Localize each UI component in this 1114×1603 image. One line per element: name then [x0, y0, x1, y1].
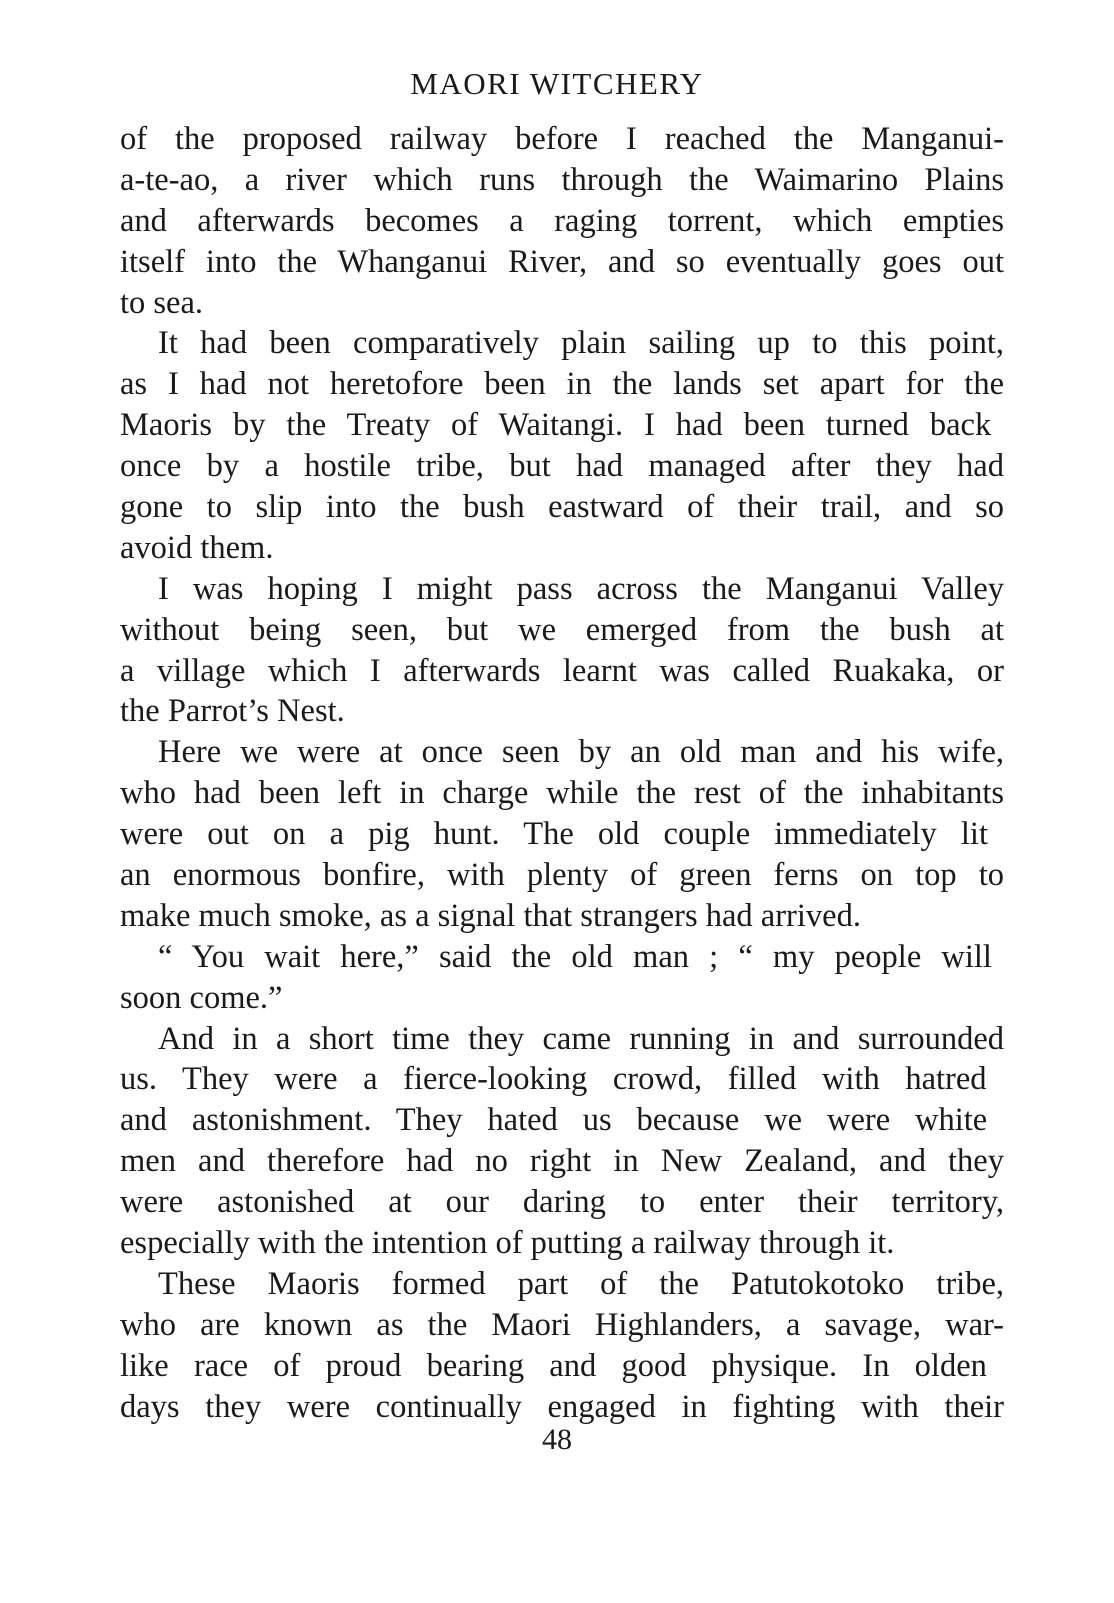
text-line: I was hoping I might pass across the Manganui Valley	[158, 570, 1004, 607]
text-line: without being seen, but we emerged from the bush at	[120, 611, 1004, 648]
text-line: and afterwards becomes a raging torrent, which empties	[120, 202, 1004, 239]
text-line: who are known as the Maori Highlanders, a savage, war-	[120, 1306, 1004, 1343]
text-line: days they were continually engaged in fighting with their	[120, 1388, 1004, 1425]
text-line: “ You wait here,” said the old man ; “ my people will	[158, 938, 992, 975]
text-line: It had been comparatively plain sailing up to this point,	[158, 325, 1004, 362]
text-line: And in a short time they came running in and surrounded	[158, 1020, 1004, 1057]
text-line: like race of proud bearing and good physique. In olden	[120, 1347, 987, 1384]
text-line: an enormous bonfire, with plenty of green ferns on top to	[120, 857, 1004, 894]
text-line: especially with the intention of putting a railway through it.	[120, 1225, 895, 1262]
running-head-title: MAORI WITCHERY	[410, 66, 704, 101]
text-line: us. They were a fierce-looking crowd, filled with hatred	[120, 1061, 987, 1098]
text-line: gone to slip into the bush eastward of their trail, and so	[120, 489, 1004, 526]
page-number: 48	[542, 1423, 572, 1456]
text-line: as I had not heretofore been in the lands set apart for the	[120, 366, 1004, 403]
text-line: soon come.”	[120, 979, 283, 1016]
text-line: a-te-ao, a river which runs through the Waimarino Plains	[120, 161, 1004, 198]
text-line: to sea.	[120, 284, 204, 321]
text-line: avoid them.	[120, 529, 274, 566]
text-line: were out on a pig hunt. The old couple immediately lit	[120, 816, 988, 853]
text-line: Here we were at once seen by an old man and his wife,	[158, 734, 1004, 771]
text-line: men and therefore had no right in New Zealand, and they	[120, 1143, 1004, 1180]
text-line: and astonishment. They hated us because we were white	[120, 1102, 988, 1139]
text-line: of the proposed railway before I reached the Manganui-	[120, 121, 1004, 157]
text-line: were astonished at our daring to enter their territory,	[120, 1184, 1004, 1221]
text-line: once by a hostile tribe, but had managed after they had	[120, 448, 1004, 485]
text-line: Maoris by the Treaty of Waitangi. I had been turned back	[120, 407, 992, 444]
text-line: a village which I afterwards learnt was called Ruakaka, or	[120, 652, 1004, 689]
text-line: the Parrot’s Nest.	[120, 693, 345, 730]
body-text	[120, 119, 1004, 1428]
text-line: itself into the Whanganui River, and so eventually goes out	[120, 243, 1004, 280]
text-line: These Maoris formed part of the Patutokotoko tribe,	[158, 1265, 1004, 1302]
text-line: make much smoke, as a signal that strangers had arrived.	[120, 897, 861, 934]
text-line: who had been left in charge while the rest of the inhabitants	[120, 775, 1004, 812]
